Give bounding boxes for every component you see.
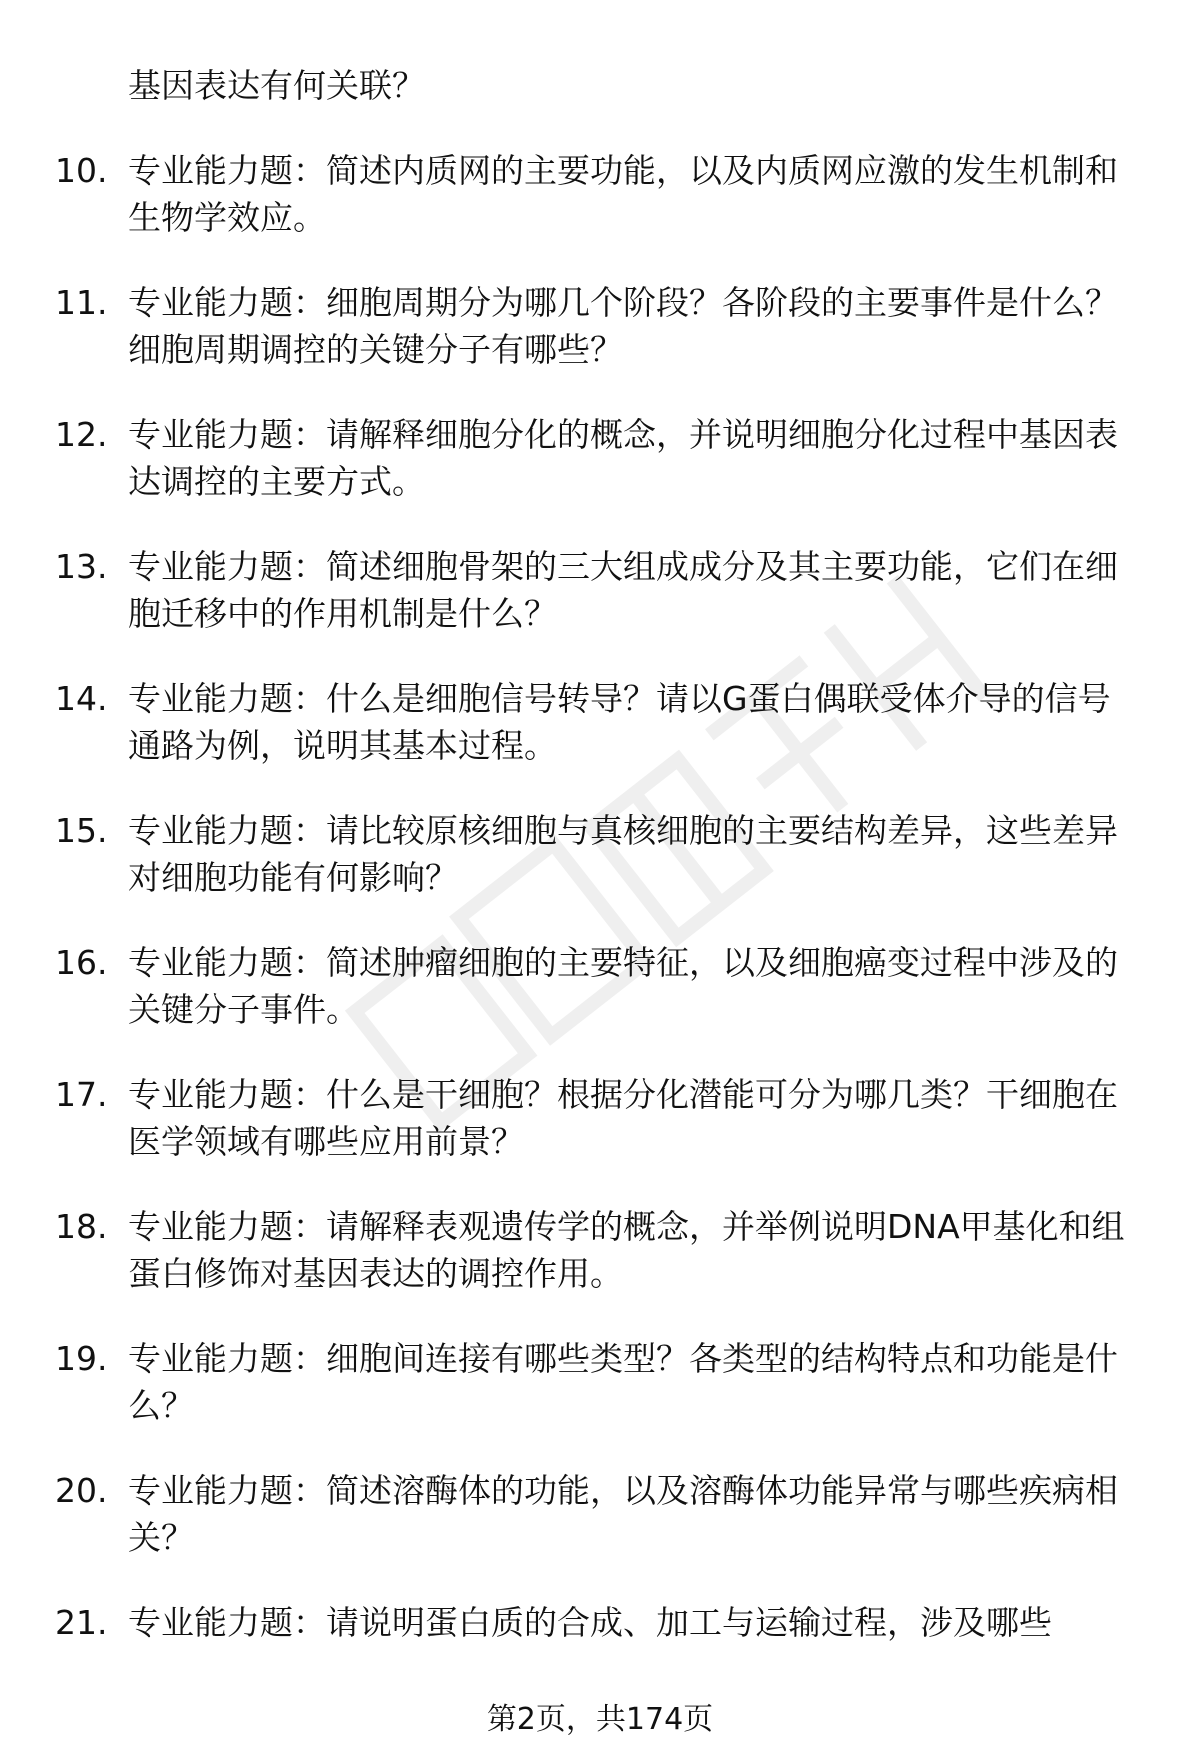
question-list (0, 62, 1200, 1684)
question-item (0, 411, 1200, 505)
question-number: 11. (55, 283, 108, 322)
question-text: 专业能力题：细胞周期分为哪几个阶段？各阶段的主要事件是什么？细胞周期调控的关键分子有哪些？ (128, 283, 1118, 369)
question-item (0, 1203, 1200, 1297)
question-number: 16. (55, 943, 108, 982)
question-number: 21. (55, 1603, 108, 1642)
question-number: 15. (55, 811, 108, 850)
question-item (0, 1335, 1200, 1429)
question-number: 19. (55, 1339, 108, 1378)
question-item (0, 939, 1200, 1033)
question-number: 20. (55, 1471, 108, 1510)
question-text: 专业能力题：简述溶酶体的功能，以及溶酶体功能异常与哪些疾病相关？ (128, 1471, 1118, 1557)
question-text: 专业能力题：请说明蛋白质的合成、加工与运输过程，涉及哪些 (128, 1603, 1052, 1642)
question-item (0, 1467, 1200, 1561)
question-text: 专业能力题：请解释表观遗传学的概念，并举例说明DNA甲基化和组蛋白修饰对基因表达的调控作用。 (128, 1207, 1125, 1293)
question-item (0, 1071, 1200, 1165)
continued-question-text: 基因表达有何关联？ (128, 66, 425, 105)
question-text: 专业能力题：简述肿瘤细胞的主要特征，以及细胞癌变过程中涉及的关键分子事件。 (128, 943, 1118, 1029)
question-item (0, 147, 1200, 241)
question-item (0, 543, 1200, 637)
question-text: 专业能力题：简述细胞骨架的三大组成成分及其主要功能，它们在细胞迁移中的作用机制是什么？ (128, 547, 1118, 633)
question-number: 13. (55, 547, 108, 586)
question-item (0, 807, 1200, 901)
question-item (0, 279, 1200, 373)
question-text: 专业能力题：请比较原核细胞与真核细胞的主要结构差异，这些差异对细胞功能有何影响？ (128, 811, 1118, 897)
question-number: 18. (55, 1207, 108, 1246)
question-text: 专业能力题：请解释细胞分化的概念，并说明细胞分化过程中基因表达调控的主要方式。 (128, 415, 1118, 501)
question-text: 专业能力题：细胞间连接有哪些类型？各类型的结构特点和功能是什么？ (128, 1339, 1118, 1425)
question-item (0, 675, 1200, 769)
question-number: 14. (55, 679, 108, 718)
question-number: 12. (55, 415, 108, 454)
question-text: 专业能力题：什么是干细胞？根据分化潜能可分为哪几类？干细胞在医学领域有哪些应用前景？ (128, 1075, 1118, 1161)
question-number: 10. (55, 151, 108, 190)
question-text: 专业能力题：简述内质网的主要功能，以及内质网应激的发生机制和生物学效应。 (128, 151, 1118, 237)
question-number: 17. (55, 1075, 108, 1114)
question-item (0, 1599, 1200, 1646)
question-text: 专业能力题：什么是细胞信号转导？请以G蛋白偶联受体介导的信号通路为例，说明其基本过程。 (128, 679, 1111, 765)
page-footer: 第2页，共174页 (486, 1702, 714, 1737)
